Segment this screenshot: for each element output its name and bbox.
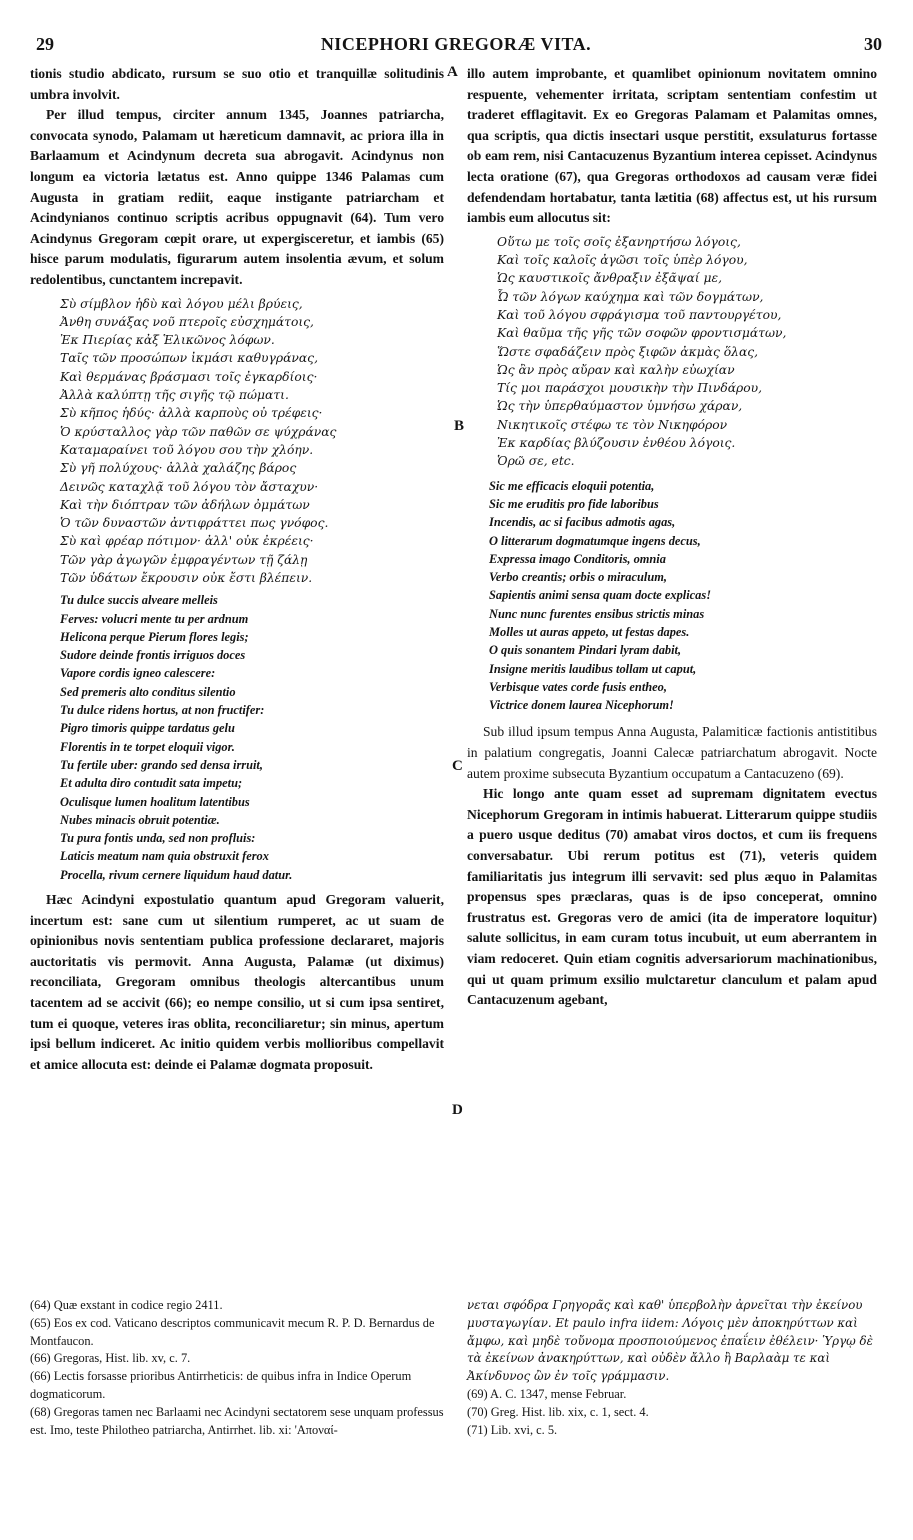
latin-verse-right (489, 477, 877, 715)
verse-line: Laticis meatum nam quia obstruxit ferox (60, 849, 269, 864)
footnote: (69) A. C. 1347, mense Februar. (467, 1386, 627, 1401)
footnote: (68) Gregoras tamen nec Barlaami nec Acindyni sectatorem sese unquam professus est. Imo, teste Philotheo patriarcha, Antirrhet. lib. xi: 'Αποναί- (30, 1404, 444, 1437)
right-paragraph-1: illo autem improbante, et quamlibet opinionum novitatem omnino respuente, vehementer irritata, scriptam sententiam confestim ut traderet efflagitavit. Ex eo Gregoras Palamam et Palamitas omnes, qua scriptis, qua dictis insectari usque perstitit, exsulaturus fortasse ob eam rem, nisi Cantacuzenus Byzantium interea cepisset. Acindynus lecta oratione (67), qua Gregoras orthodoxos ad causam veræ fidei defendendam hortabatur, tanta lætitia (68) affectus est, ut his rursum iambis eum allocutus sit: (467, 66, 877, 226)
verse-line: Ὦ τῶν λόγων καύχημα καὶ τῶν δογμάτων, (497, 289, 764, 304)
footnote-greek-continuation: νεται σφόδρα Γρηγορᾶς καὶ καθ' ὑπερβολὴν ἀρνεῖται τὴν ἐκείνου μυσταγωγίαν. Et paulo infra iidem: Λόγοις μὲν ἀποκηρύττων καὶ ἄμφω, καὶ μηδὲ τοὔνομα προσποιούμενος ἐπαΐειν ἐθέλειν· Ὑργῳ δὲ τὰ ἐκείνων ἀνακηρύττων, καὶ οὐδὲν ἄλλο ἢ Βαρλαὰμ τε καὶ Ἀκίνδυνος ὢν ἐν τοῖς γράμμασιν. (467, 1298, 873, 1384)
margin-letter-b: B (454, 418, 465, 434)
verse-line: Nubes minacis obruit potentiæ. (60, 812, 220, 827)
verse-line: Ὡς ἂν πρὸς αὔραν καὶ καλὴν εὐωχίαν (497, 362, 735, 377)
footnotes-right (467, 1297, 877, 1439)
verse-line: Σὺ καὶ φρέαρ πότιμον· ἀλλ' οὐκ ἐκρέεις· (60, 534, 314, 549)
verse-line: Sudore deinde frontis irriguos doces (60, 648, 246, 663)
verse-line: O quis sonantem Pindari lyram dabit, (489, 643, 682, 658)
verse-line: Σὺ κῆπος ἡδύς· ἀλλὰ καρποὺς οὐ τρέφεις· (60, 406, 323, 421)
verse-line: Σὺ σίμβλον ἡδὺ καὶ λόγου μέλι βρύεις, (60, 296, 303, 311)
right-paragraph-2: Sub illud ipsum tempus Anna Augusta, Palamiticæ factionis antistitibus in palatium congregatis, Joanni Calecæ patriarchatum abrogavit. Nocte autem proxime subsecuta Byzantium occupatum a Cantacuzeno (69). (467, 724, 877, 781)
verse-line: Ἀνθη συνάξας νοῦ πτεροῖς εὐσχημάτοις, (60, 314, 314, 329)
verse-line: Σὺ γῆ πολύχους· ἀλλὰ χαλάζης βάρος (60, 461, 297, 476)
verse-line: Nunc nunc furentes ensibus strictis minas (489, 606, 705, 621)
page-number-right: 30 (864, 34, 882, 54)
page-title: NICEPHORI GREGORÆ VITA. (320, 34, 592, 54)
verse-line: Molles ut auras appeto, ut festas dapes. (489, 624, 690, 639)
verse-line: O litterarum dogmatumque ingens decus, (489, 533, 701, 548)
verse-line: Τῶν ὑδάτων ἔκρουσιν οὐκ ἔστι βλέπειν. (60, 570, 313, 585)
verse-line: Expressa imago Conditoris, omnia (489, 551, 666, 566)
verse-line: Ferves: volucri mente tu per ardnum (60, 611, 249, 626)
verse-line: Καὶ θερμάνας βράσμασι τοῖς ἐγκαρδίοις· (60, 369, 318, 384)
verse-line: Helicona perque Pierum flores legis; (60, 629, 249, 644)
verse-line: Florentis in te torpet eloquii vigor. (60, 739, 235, 754)
verse-line: Ταῖς τῶν προσώπων ἰκμάσι καθυγράνας, (60, 351, 318, 366)
margin-letter-c: C (452, 758, 463, 774)
verse-line: Ὁ κρύσταλλος γὰρ τῶν παθῶν σε ψύχράνας (60, 424, 337, 439)
verse-line: Et adulta diro contudit sata impetu; (60, 776, 243, 791)
right-paragraph-3: Hic longo ante quam esset ad supremam dignitatem evectus Nicephorum Gregoram in intimis habuerat. Litterarum quippe studiis a puero usque deditus (70) amabat viros doctos, et cum iis frequens conversabatur. Ubi rerum potitus est (71), veteris quidem familiaritatis jus integrum illi servavit: sed plus æquo in Palamitas propensus spes præclaras, quas is de ipso conceperat, omnino frustratus est. Gregoras vero de amici (ita de imperatore loquitur) salute sollicitus, in eam curam totus incubuit, ut eum aberrantem in viam redoceret. Quin etiam cognitis adversariorum machinationibus, qui ut quam primum exsilio mulctaretur clanculum et palam apud Cantacuzenum agebant, (467, 786, 877, 1008)
running-header (30, 34, 882, 60)
verse-line: Oculisque lumen hoalitum latentibus (60, 794, 250, 809)
verse-line: Ὁ τῶν δυναστῶν ἀντιφράττει πως γνόφος. (60, 516, 329, 531)
footnote: (65) Eos ex cod. Vaticano descriptos communicavit mecum R. P. D. Bernardus de Montfaucon. (30, 1315, 435, 1348)
left-paragraph-3: Hæc Acindyni expostulatio quantum apud Gregoram valuerit, incertum est: sane cum ut silentium rumperet, ac ut suam de opinionibus novis sententiam publica professione declararet, majoris auctoritatis vis permovit. Anna Augusta, Palamæ (ut diximus) reconciliata, Gregoram omnibus theologis altercantibus unum tacentem ad se accivit (66); eo nempe consilio, ut si cum ipsa sentiret, tum ei quoque, veteres iras oblita, reconciliaretur; sin minus, apertum ipsi bellum indiceret. Ac initio quidem verbis mollioribus compellavit et amice allocuta est: deinde ei Palamæ dogmata proposuit. (30, 892, 444, 1072)
left-column (30, 64, 444, 1075)
verse-line: Τῶν γὰρ ἀγωγῶν ἐμφραγέντων τῇ ζάλῃ (60, 552, 308, 567)
greek-verse-left (60, 295, 444, 588)
left-paragraph-2: Per illud tempus, circiter annum 1345, Joannes patriarcha, convocata synodo, Palamam ut hæreticum damnavit, ac priora illa in Barlaamum et Acindynum decreta sua abrogavit. Acindynus non longum ea victoria lætatus est. Anno quippe 1346 Palamas cum Augusta in gratiam rediit, eaque instigante patriarcham et Acindynianos continuo scriptis acribus oppugnavit (64). Tum vero Acindynus Gregoram cœpit orare, ut expergisceretur, et iambis (65) hisce parum modulatis, figurarum autem insolentia ævum, et solum redolentibus, cunctantem increpavit. (30, 107, 444, 287)
verse-line: Ὡς καυστικοῖς ἄνθραξιν ἐξᾶψαί με, (497, 271, 722, 286)
verse-line: Pigro timoris quippe tardatus gelu (60, 721, 235, 736)
verse-line: Καὶ τοῖς καλοῖς ἀγῶσι τοῖς ὑπὲρ λόγου, (497, 253, 748, 268)
margin-letter-a: A (447, 64, 458, 80)
verse-line: Incendis, ac si facibus admotis agas, (489, 515, 676, 530)
verse-line: Tu dulce ridens hortus, at non fructifer: (60, 703, 265, 718)
footnotes-left (30, 1297, 444, 1439)
verse-line: Insigne meritis laudibus tollam ut caput, (489, 661, 697, 676)
footnote: (66) Lectis forsasse prioribus Antirrheticis: de quibus infra in Indice Operum dogmaticorum. (30, 1369, 412, 1401)
verse-line: Verbo creantis; orbis o miraculum, (489, 570, 667, 585)
footnote: (64) Quæ exstant in codice regio 2411. (30, 1298, 223, 1312)
verse-line: Οὕτω με τοῖς σοῖς ἐξανηρτήσω λόγοις, (497, 234, 741, 249)
verse-line: Vapore cordis igneo calescere: (60, 666, 216, 681)
footnote: (71) Lib. xvi, c. 5. (467, 1422, 558, 1437)
verse-line: Tu fertile uber: grando sed densa irruit, (60, 757, 263, 772)
verse-line: Sic me eruditis pro fide laboribus (489, 496, 659, 511)
verse-line: Καὶ θαῦμα τῆς γῆς τῶν σοφῶν φροντισμάτων, (497, 326, 787, 341)
greek-verse-right (497, 233, 877, 471)
verse-line: Ὁρῶ σε, etc. (497, 454, 575, 469)
margin-letter-d: D (452, 1102, 463, 1118)
verse-line: Δεινῶς καταχλᾷ τοῦ λόγου τὸν ἄσταχυν· (60, 479, 319, 494)
footnote: (70) Greg. Hist. lib. xix, c. 1, sect. 4. (467, 1404, 649, 1419)
verse-line: Victrice donem laurea Nicephorum! (489, 698, 674, 713)
right-column (467, 64, 877, 1011)
verse-line: Sed premeris alto conditus silentio (60, 684, 236, 699)
verse-line: Ἐκ καρδίας βλύζουσιν ἐνθέου λόγοις. (497, 436, 736, 451)
latin-verse-left (60, 591, 444, 884)
verse-line: Ὥστε σφαδάζειν πρὸς ξιφῶν ἀκμὰς ὅλας, (497, 344, 759, 359)
verse-line: Καὶ τοῦ λόγου σφράγισμα τοῦ παντουργέτου, (497, 307, 782, 322)
verse-line: Καὶ τὴν διόπτραν τῶν ἀδήλων ὀμμάτων (60, 497, 310, 512)
footnote: (66) Gregoras, Hist. lib. xv, c. 7. (30, 1351, 191, 1366)
verse-line: Ἀλλὰ καλύπτῃ τῆς σιγῆς τῷ πώματι. (60, 388, 289, 403)
verse-line: Καταμαραίνει τοῦ λόγου σου τὴν χλόην. (60, 442, 314, 457)
verse-line: Sic me efficacis eloquii potentia, (489, 478, 655, 493)
verse-line: Νικητικοῖς στέφω τε τὸν Νικηφόρον (497, 417, 728, 432)
verse-line: Ἐκ Πιερίας κἀξ Ἑλικῶνος λόφων. (60, 333, 275, 348)
verse-line: Ὡς τὴν ὑπερθαύμαστον ὑμνήσω χάραν, (497, 399, 743, 414)
verse-line: Tu dulce succis alveare melleis (60, 593, 218, 608)
verse-line: Sapientis animi sensa quam docte explicas! (489, 588, 712, 603)
verse-line: Tu pura fontis unda, sed non profluis: (60, 831, 256, 846)
verse-line: Verbisque vates corde fusis entheo, (489, 679, 667, 694)
verse-line: Procella, rivum cernere liquidum haud datur. (60, 867, 293, 882)
left-paragraph-1: tionis studio abdicato, rursum se suo otio et tranquillæ solitudinis umbra involvit. (30, 66, 444, 102)
page-number-left: 29 (36, 34, 54, 54)
verse-line: Τίς μοι παράσχοι μουσικὴν τὴν Πινδάρου, (497, 381, 763, 396)
